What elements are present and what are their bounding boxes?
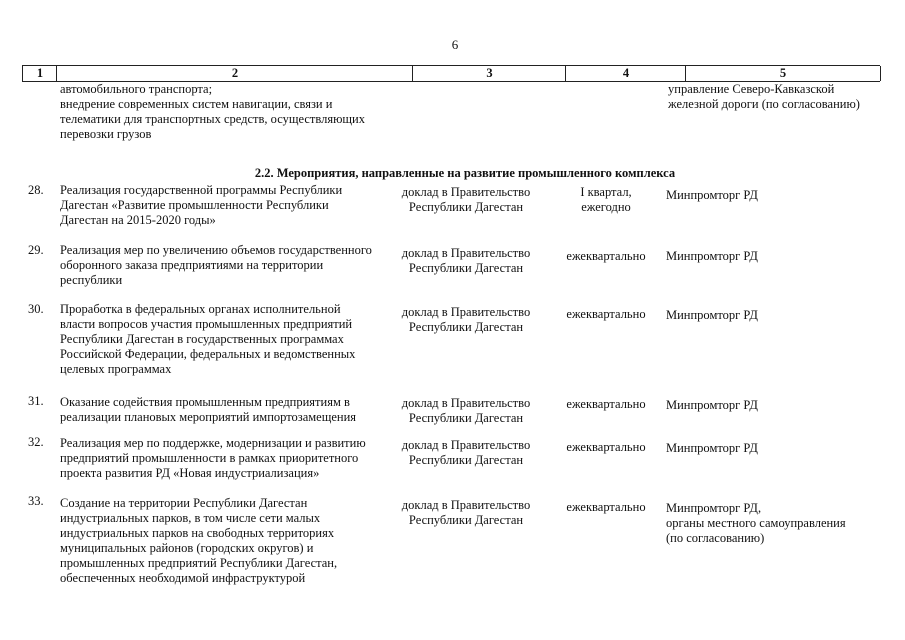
row-report-form [396,438,536,468]
text-line: Оказание содействия промышленным предприятиям в [60,395,350,409]
section-title: 2.2. Мероприятия, направленные на развитие промышленного комплекса [254,166,676,180]
text-line: Проработка в федеральных органах исполнительной [60,302,341,316]
text-line: перевозки грузов [60,127,152,141]
text-line: Минпромторг РД, [666,501,762,515]
text-line: промышленных предприятий Республики Дагестан, [60,556,338,570]
header-col-2: 2 [56,66,413,81]
text-line: Минпромторг РД [666,188,758,202]
row-report-form [396,396,536,426]
text-line: органы местного самоуправления [666,516,846,530]
row-term [556,249,656,264]
row-responsible [666,441,881,456]
continuation-text-left [60,82,390,142]
text-line: Республики Дагестан в государственных программах [60,332,344,346]
row-description [60,436,390,481]
text-line: ежеквартально [566,249,646,263]
text-line: Республики Дагестан [408,320,524,334]
text-line: телематики для транспортных средств, осуществляющих [60,112,365,126]
row-number: 32. [28,435,44,449]
text-line: Дагестан «Развитие промышленности Республики [60,198,329,212]
text-line: реализации плановых мероприятий импортозамещения [60,410,357,424]
text-line: Республики Дагестан [408,453,524,467]
row-responsible [666,501,881,546]
text-line: железной дороги (по согласованию) [668,97,860,111]
row-responsible [666,308,881,323]
header-col-3: 3 [412,66,566,81]
text-line: муниципальных районов (городских округов) и [60,541,314,555]
text-line: ежеквартально [566,440,646,454]
text-line: индустриальных парков, в том числе сети малых [60,511,321,525]
text-line: доклад в Правительство [401,246,531,260]
text-line: автомобильного транспорта; [60,82,213,96]
text-line: Минпромторг РД [666,441,758,455]
text-line: Дагестан на 2015-2020 годы» [60,213,216,227]
text-line: предприятий промышленности в рамках приоритетного [60,451,359,465]
row-number: 28. [28,183,44,197]
text-line: доклад в Правительство [401,396,531,410]
continuation-text-right [668,82,883,112]
text-line: оборонного заказа предприятиями на территории [60,258,324,272]
text-line: Реализация мер по увеличению объемов государственного [60,243,372,257]
header-col-4: 4 [565,66,686,81]
text-line: Российской Федерации, федеральных и ведомственных [60,347,356,361]
text-line: целевых программах [60,362,172,376]
row-responsible [666,398,881,413]
row-description [60,183,390,228]
header-col-1: 1 [22,66,57,81]
row-number: 33. [28,494,44,508]
text-line: Минпромторг РД [666,249,758,263]
row-term [556,500,656,515]
header-col-5: 5 [685,66,881,81]
row-number: 29. [28,243,44,257]
text-line: ежеквартально [566,397,646,411]
page-number: 6 [451,37,459,52]
text-line: индустриальных парков на свободных территориях [60,526,335,540]
row-responsible [666,188,881,203]
text-line: Реализация мер по поддержке, модернизации и развитию [60,436,366,450]
text-line: Минпромторг РД [666,398,758,412]
text-line: Республики Дагестан [408,200,524,214]
text-line: республики [60,273,123,287]
text-line: доклад в Правительство [401,305,531,319]
row-term [556,307,656,322]
text-line: власти вопросов участия промышленных предприятий [60,317,353,331]
table-header-row [22,65,880,82]
text-line: (по согласованию) [666,531,765,545]
text-line: внедрение современных систем навигации, связи и [60,97,333,111]
text-line: Реализация государственной программы Республики [60,183,343,197]
row-description [60,243,390,288]
row-description [60,496,390,586]
text-line: ежеквартально [566,500,646,514]
row-number: 30. [28,302,44,316]
row-description [60,302,390,377]
text-line: ежегодно [581,200,631,214]
text-line: Минпромторг РД [666,308,758,322]
row-report-form [396,305,536,335]
text-line: Республики Дагестан [408,261,524,275]
text-line: доклад в Правительство [401,438,531,452]
text-line: Создание на территории Республики Дагестан [60,496,308,510]
text-line: Республики Дагестан [408,411,524,425]
row-responsible [666,249,881,264]
text-line: управление Северо-Кавказской [668,82,835,96]
text-line: обеспеченных необходимой инфраструктурой [60,571,306,585]
row-term [556,397,656,412]
text-line: ежеквартально [566,307,646,321]
row-term [556,440,656,455]
row-report-form [396,185,536,215]
row-term [556,185,656,215]
text-line: Республики Дагестан [408,513,524,527]
text-line: доклад в Правительство [401,498,531,512]
row-description [60,395,390,425]
text-line: доклад в Правительство [401,185,531,199]
row-report-form [396,498,536,528]
row-number: 31. [28,394,44,408]
text-line: проекта развития РД «Новая индустриализация» [60,466,320,480]
text-line: I квартал, [580,185,632,199]
row-report-form [396,246,536,276]
